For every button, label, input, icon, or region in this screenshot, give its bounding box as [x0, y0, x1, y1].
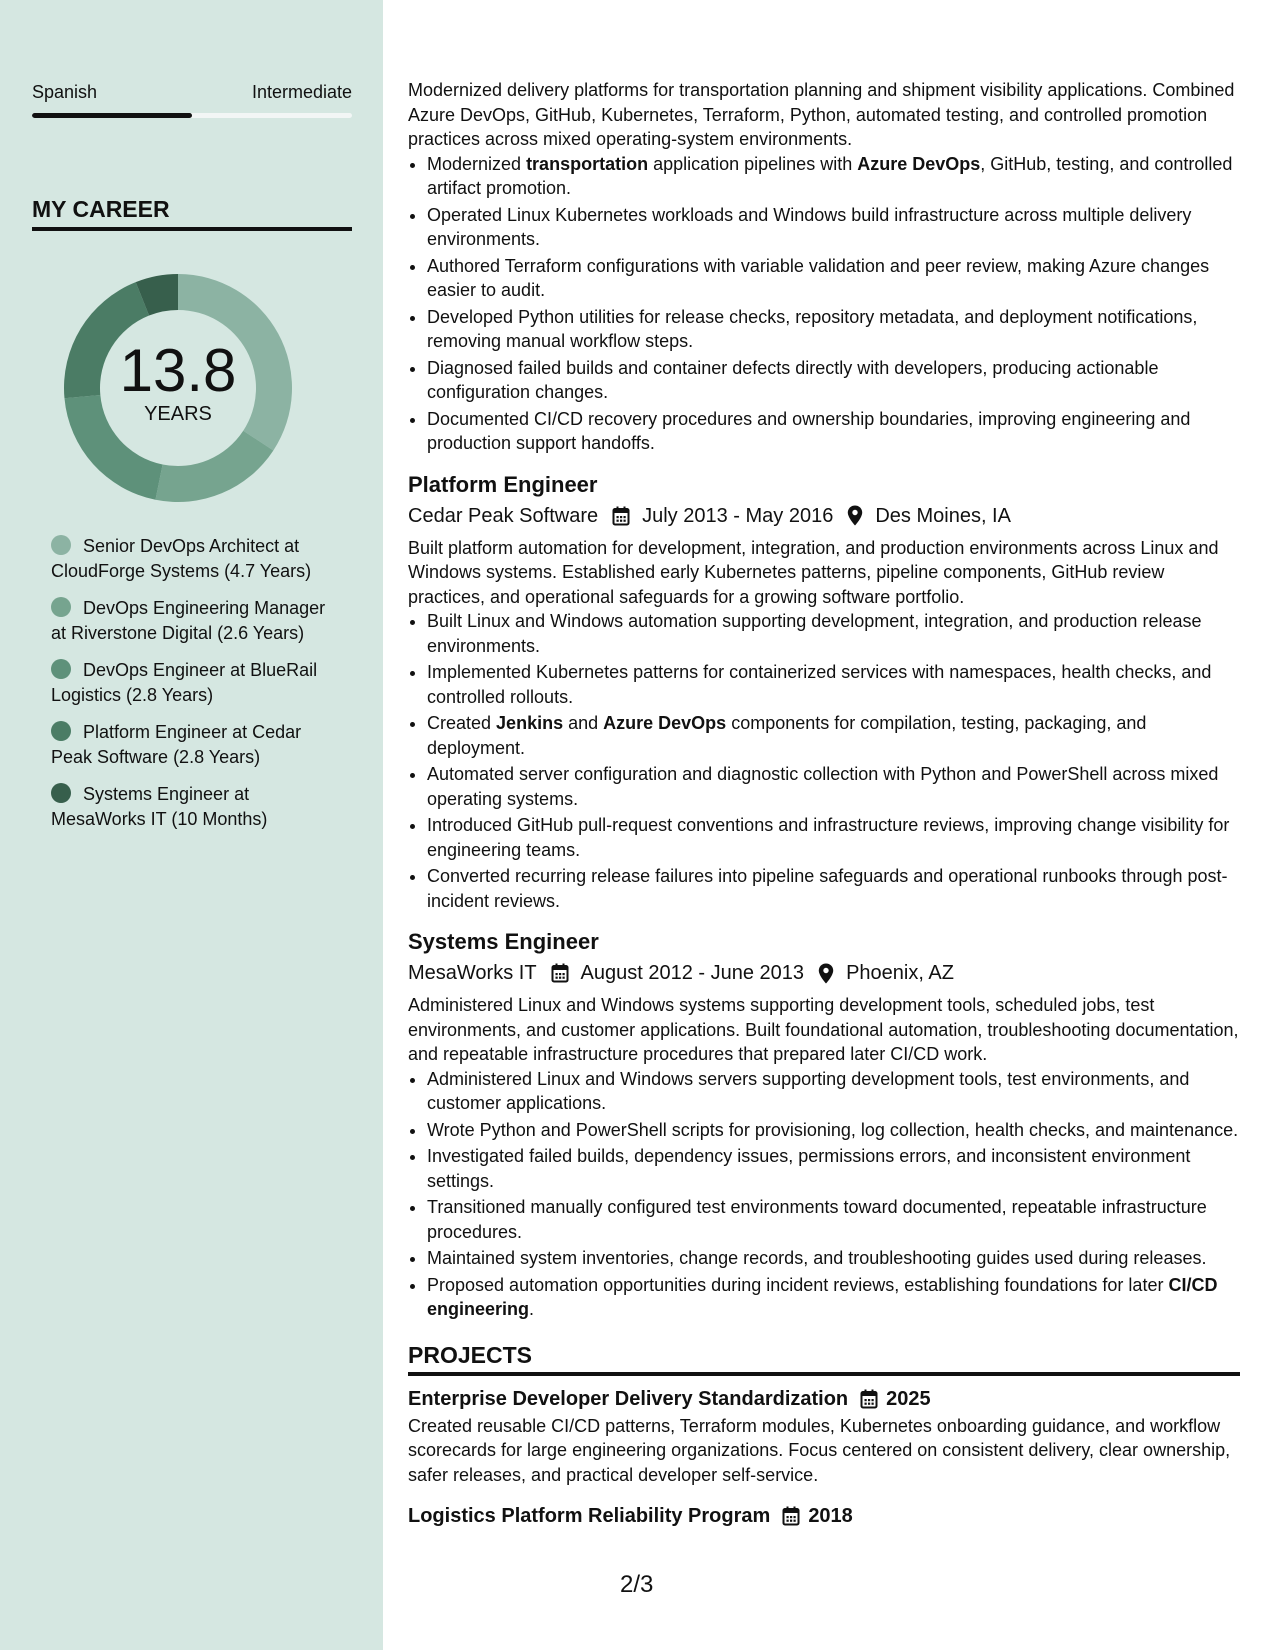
project-title: Enterprise Developer Delivery Standardization	[408, 1387, 849, 1410]
legend-dot	[51, 659, 71, 679]
legend-dot	[51, 535, 71, 555]
page-number: 2/3	[620, 1571, 654, 1598]
main-content	[408, 78, 1240, 1531]
bullet-text: Modernized	[427, 153, 527, 174]
job-entry	[408, 470, 1240, 914]
bullet-keyword: Azure DevOps	[603, 713, 727, 733]
career-legend-item	[51, 658, 331, 708]
job-location: Phoenix, AZ	[846, 962, 954, 984]
bullet-item	[427, 609, 1240, 658]
bullet-text: components for compilation, testing, packaging, and deployment.	[427, 713, 1147, 758]
project-year: 2025	[886, 1387, 931, 1410]
bullet-text: , GitHub, testing, and controlled artifact promotion.	[427, 153, 1233, 198]
bullet-keyword: Jenkins	[496, 713, 564, 733]
project-title-row	[408, 1501, 1240, 1531]
bullet-keyword: transportation	[526, 153, 649, 174]
career-total-unit: YEARS	[144, 402, 212, 425]
calendar-icon	[860, 1389, 878, 1409]
project-entry	[408, 1501, 1240, 1531]
bullet-item	[427, 254, 1240, 303]
job-summary: Built platform automation for development, integration, and production environments across Linux and Windows systems. Established early Kubernetes patterns, pipeline components, GitHub review practices, and operational safeguards for a growing software portfolio.	[408, 537, 1219, 607]
job-bullets	[408, 609, 1240, 913]
project-entry	[408, 1384, 1240, 1488]
bullet-item	[427, 305, 1240, 354]
job-title: Systems Engineer	[408, 929, 599, 954]
bullet-item	[427, 203, 1240, 252]
bullet-text: Proposed automation opportunities during incident reviews, establishing foundations for later	[427, 1274, 1169, 1295]
bullet-text: Diagnosed failed builds and container defects directly with developers, producing actionable configuration changes.	[427, 357, 1159, 402]
bullet-item	[427, 1246, 1240, 1271]
career-heading: MY CAREER	[32, 196, 170, 222]
map-pin-icon	[847, 505, 863, 526]
bullet-item	[427, 660, 1240, 709]
career-heading-rule	[32, 227, 352, 231]
bullet-item	[427, 1067, 1240, 1116]
career-total-years: 13.8	[119, 336, 237, 404]
donut-center	[64, 274, 292, 502]
bullet-text: Operated Linux Kubernetes workloads and Windows build infrastructure across multiple delivery environments.	[427, 204, 1192, 249]
bullet-text: Developed Python utilities for release checks, repository metadata, and deployment notifications, removing manual workflow steps.	[427, 306, 1198, 351]
legend-label: Platform Engineer at Cedar Peak Software (2.8 Years)	[51, 722, 302, 767]
language-name: Spanish	[32, 82, 98, 102]
job-title: Platform Engineer	[408, 471, 598, 497]
bullet-text: Transitioned manually configured test environments toward documented, repeatable infrastructure procedures.	[427, 1197, 1207, 1242]
project-year: 2018	[808, 1505, 853, 1527]
bullet-item	[427, 813, 1240, 862]
bullet-text: Implemented Kubernetes patterns for containerized services with namespaces, health checks, and controlled rollouts.	[427, 662, 1212, 707]
bullet-item	[427, 711, 1240, 760]
bullet-text: .	[529, 1299, 535, 1319]
bullet-text: Automated server configuration and diagnostic collection with Python and PowerShell across mixed operating systems.	[427, 764, 1219, 809]
bullet-item	[427, 1273, 1240, 1322]
project-description: Created reusable CI/CD patterns, Terraform modules, Kubernetes onboarding guidance, and workflow scorecards for large engineering organizations. Focus centered on consistent delivery, clear ownership, safer releases, and practical developer self-service.	[408, 1415, 1231, 1485]
career-legend-item	[51, 720, 331, 770]
project-title: Logistics Platform Reliability Program	[408, 1505, 771, 1527]
language-proficiency-bar	[32, 113, 352, 118]
calendar-icon	[551, 963, 569, 983]
bullet-item	[427, 762, 1240, 811]
job-company: MesaWorks IT	[408, 962, 537, 984]
experience-list	[408, 470, 1240, 1322]
bullet-text: Built Linux and Windows automation supporting development, integration, and production release environments.	[427, 611, 1202, 656]
legend-dot	[51, 597, 71, 617]
career-legend-item	[51, 596, 331, 646]
intro-bullets	[408, 152, 1240, 456]
bullet-text: Investigated failed builds, dependency issues, permissions errors, and inconsistent environment settings.	[427, 1146, 1191, 1191]
bullet-keyword: Azure DevOps	[857, 153, 981, 174]
career-donut-chart	[64, 274, 292, 502]
career-legend-item	[51, 782, 331, 832]
bullet-text: Maintained system inventories, change records, and troubleshooting guides used during releases.	[427, 1248, 1207, 1268]
job-location: Des Moines, IA	[875, 504, 1011, 527]
job-bullets	[408, 1067, 1240, 1322]
job-meta	[408, 957, 1240, 989]
bullet-text: Created	[427, 713, 497, 733]
job-summary: Administered Linux and Windows systems supporting development tools, scheduled jobs, test environments, and customer applications. Built foundational automation, troubleshooting documentation, and repeatable infrastructure procedures that prepared later CI/CD work.	[408, 995, 1239, 1064]
job-dates: August 2012 - June 2013	[580, 962, 805, 984]
bullet-text: Converted recurring release failures into pipeline safeguards and operational runbooks through post-incident reviews.	[427, 866, 1228, 911]
legend-label: DevOps Engineering Manager at Riverstone Digital (2.6 Years)	[51, 598, 326, 643]
bullet-item	[427, 1144, 1240, 1193]
legend-dot	[51, 721, 71, 741]
bullet-item	[427, 356, 1240, 405]
bullet-text: Authored Terraform configurations with variable validation and peer review, making Azure changes easier to audit.	[427, 255, 1210, 300]
bullet-keyword: CI/CD engineering	[427, 1274, 1218, 1319]
project-title-row	[408, 1384, 1240, 1414]
bullet-text: Documented CI/CD recovery procedures and ownership boundaries, improving engineering and production support handoffs.	[427, 408, 1191, 453]
legend-label: Systems Engineer at MesaWorks IT (10 Months)	[51, 784, 268, 829]
intro-summary: Modernized delivery platforms for transportation planning and shipment visibility applications. Combined Azure DevOps, GitHub, Kubernetes, Terraform, Python, automated testing, and controlled promotion practices across mixed operating-system environments.	[408, 80, 1235, 149]
calendar-icon	[612, 506, 630, 526]
legend-label: DevOps Engineer at BlueRail Logistics (2.8 Years)	[51, 660, 318, 705]
job-meta	[408, 500, 1240, 532]
language-row	[32, 82, 352, 103]
bullet-text: and	[563, 713, 604, 733]
projects-list	[408, 1384, 1240, 1532]
bullet-text: application pipelines with	[648, 153, 858, 174]
job-entry	[408, 927, 1240, 1322]
bullet-item	[427, 1195, 1240, 1244]
career-legend	[51, 534, 331, 844]
bullet-item	[427, 1118, 1240, 1143]
calendar-icon	[782, 1506, 800, 1526]
bullet-item	[427, 864, 1240, 913]
language-level: Intermediate	[251, 82, 352, 102]
job-dates: July 2013 - May 2016	[642, 504, 834, 527]
projects-heading-rule	[408, 1372, 1240, 1376]
bullet-text: Wrote Python and PowerShell scripts for provisioning, log collection, health checks, and maintenance.	[427, 1119, 1239, 1140]
job-company: Cedar Peak Software	[408, 504, 599, 527]
bullet-text: Administered Linux and Windows servers supporting development tools, test environments, and customer applications.	[427, 1068, 1190, 1113]
map-pin-icon	[818, 963, 834, 984]
bullet-item	[427, 152, 1240, 201]
projects-heading: PROJECTS	[408, 1341, 532, 1368]
bullet-text: Introduced GitHub pull-request conventions and infrastructure reviews, improving change visibility for engineering teams.	[427, 815, 1230, 860]
language-proficiency-fill	[32, 113, 192, 118]
career-legend-item	[51, 534, 331, 584]
bullet-item	[427, 407, 1240, 456]
legend-dot	[51, 783, 71, 803]
sidebar	[0, 0, 383, 1650]
legend-label: Senior DevOps Architect at CloudForge Systems (4.7 Years)	[51, 536, 312, 581]
